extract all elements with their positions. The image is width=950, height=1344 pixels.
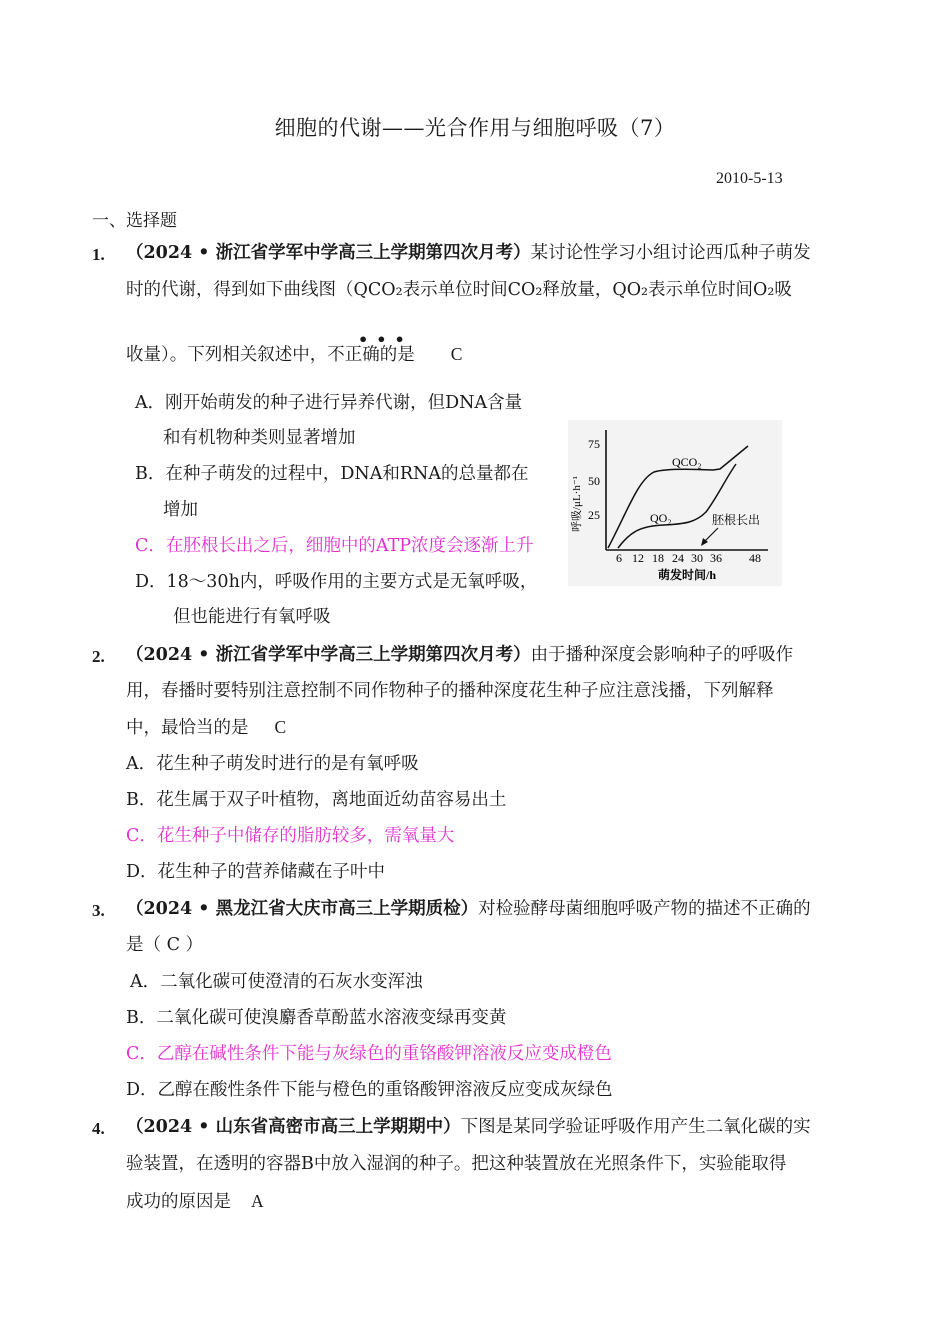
stem-line-1: 某讨论性学习小组讨论西瓜种子萌发: [530, 243, 811, 263]
question-stem: [126, 245, 811, 263]
stem-line-3: [126, 1193, 264, 1212]
option-a: A．二氧化碳可使澄清的石灰水变浑浊: [130, 972, 423, 992]
question-number: 1.: [92, 245, 105, 264]
y-tick-label: 25: [588, 508, 600, 522]
question-source: （2024 • 浙江省学军中学高三上学期第四次月考）: [126, 645, 531, 665]
question-stem: [126, 647, 793, 665]
stem-line-3-text: 成功的原因是: [126, 1192, 231, 1212]
option-d: D．18～30h内，呼吸作用的主要方式是无氧呼吸，: [135, 572, 538, 592]
option-b: B．在种子萌发的过程中，DNA和RNA的总量都在: [135, 464, 529, 484]
stem-line-2: 时的代谢，得到如下曲线图（QCO₂表示单位时间CO₂释放量，QO₂表示单位时间O₂吸: [126, 280, 792, 300]
qco2-label: QCO₂: [672, 455, 702, 469]
stem-line-3: [126, 346, 462, 365]
date: 2010-5-13: [716, 170, 783, 187]
question-number: 2.: [92, 647, 105, 666]
stem-line-3: [126, 719, 286, 738]
qo2-label: QO₂: [650, 511, 672, 525]
y-tick-label: 75: [588, 437, 600, 451]
option-c: C．花生种子中储存的脂肪较多，需氧量大: [126, 826, 455, 846]
option-b: B．二氧化碳可使溴麝香草酚蓝水溶液变绿再变黄: [126, 1008, 507, 1028]
question-stem: [126, 901, 811, 919]
question-source: （2024 • 黑龙江省大庆市高三上学期质检）: [126, 899, 479, 919]
option-c: C．乙醇在碱性条件下能与灰绿色的重铬酸钾溶液反应变成橙色: [126, 1044, 612, 1064]
question-number: 3.: [92, 901, 105, 920]
stem-line-2: 验装置，在透明的容器B中放入湿润的种子。把这种装置放在光照条件下，实验能取得: [126, 1154, 787, 1174]
x-tick-label: 18: [652, 551, 664, 565]
option-a-cont: 和有机物种类则显著增加: [163, 428, 356, 448]
x-tick-label: 36: [710, 551, 722, 565]
stem-line-3-text: 收量）。下列相关叙述中，不正确的是: [126, 345, 415, 365]
question-stem: [126, 1119, 811, 1137]
x-tick-label: 30: [691, 551, 703, 565]
radicle-annotation: 胚根长出: [712, 513, 761, 527]
answer: A: [251, 1191, 264, 1211]
option-b: B．花生属于双子叶植物，离地面近幼苗容易出土: [126, 790, 507, 810]
section-heading: 一、选择题: [92, 211, 177, 231]
option-d: D．花生种子的营养储藏在子叶中: [126, 862, 386, 882]
stem-line-1: 对检验酵母菌细胞呼吸产物的描述不正确的: [478, 899, 811, 919]
stem-line-1: 下图是某同学验证呼吸作用产生二氧化碳的实: [460, 1117, 811, 1137]
option-a: A．刚开始萌发的种子进行异养代谢，但DNA含量: [135, 393, 523, 413]
option-b-cont: 增加: [163, 500, 198, 520]
x-tick-label: 12: [632, 551, 644, 565]
y-tick-label: 50: [588, 474, 600, 488]
emphasis-dots: •••: [358, 330, 413, 349]
option-c: C．在胚根长出之后，细胞中的ATP浓度会逐渐上升: [135, 536, 534, 556]
question-source: （2024 • 浙江省学军中学高三上学期第四次月考）: [126, 243, 531, 263]
page-title: 细胞的代谢——光合作用与细胞呼吸（7）: [274, 116, 676, 140]
x-tick-label: 48: [749, 551, 761, 565]
answer: C: [274, 717, 287, 737]
question-number: 4.: [92, 1119, 105, 1138]
stem-line-2: 是（ C ）: [126, 935, 204, 955]
y-axis-label: 呼吸/μL·h⁻¹: [571, 476, 583, 532]
stem-line-3-text: 中，最恰当的是: [126, 718, 249, 738]
respiration-figure: [568, 420, 782, 586]
x-axis-label: 萌发时间/h: [658, 568, 717, 582]
option-d: D．乙醇在酸性条件下能与橙色的重铬酸钾溶液反应变成灰绿色: [126, 1080, 613, 1100]
question-source: （2024 • 山东省高密市高三上学期期中）: [126, 1117, 461, 1137]
stem-line-2: 用，春播时要特别注意控制不同作物种子的播种深度花生种子应注意浅播，下列解释: [126, 681, 774, 701]
option-a: A．花生种子萌发时进行的是有氧呼吸: [126, 754, 419, 774]
stem-line-1: 由于播种深度会影响种子的呼吸作: [530, 645, 794, 665]
x-tick-label: 24: [672, 551, 684, 565]
option-d-cont: 但也能进行有氧呼吸: [173, 607, 331, 627]
x-tick-label: 6: [616, 551, 622, 565]
answer: C: [450, 344, 463, 364]
